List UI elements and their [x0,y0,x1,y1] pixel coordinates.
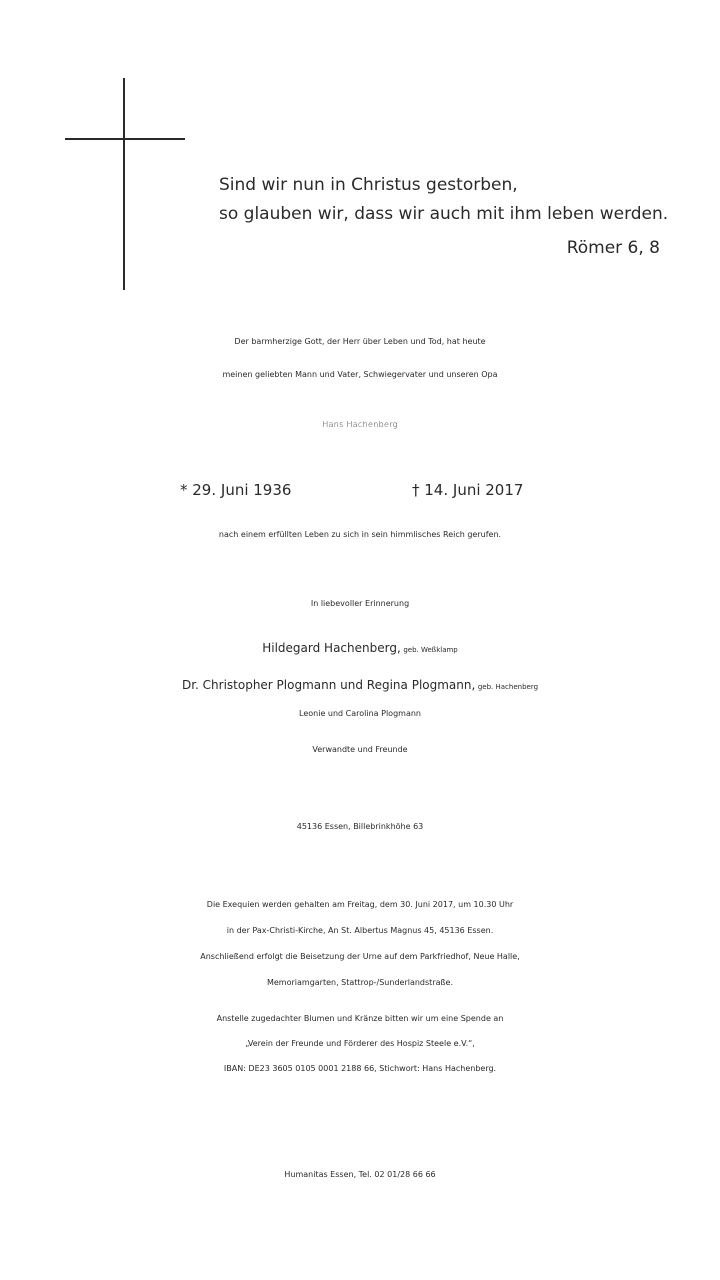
donation-line-2: „Verein der Freunde und Förderer des Hospiz Steele e.V.“, [245,1039,475,1048]
service-line-1: Die Exequien werden gehalten am Freitag, dem 30. Juni 2017, um 10.30 Uhr [206,900,514,909]
cross-icon-vertical [123,78,125,290]
closing-line: nach einem erfüllten Leben zu sich in sein himmlisches Reich gerufen. [218,530,502,539]
service-line-2: in der Pax-Christi-Kirche, An St. Albertus Magnus 45, 45136 Essen. [226,926,494,935]
mourner-line-3: Leonie und Carolina Plogmann [299,709,421,718]
quote-reference: Römer 6, 8 [566,238,660,258]
mourner-line-4: Verwandte und Freunde [312,745,408,754]
footer-contact: Humanitas Essen, Tel. 02 01/28 66 66 [284,1170,436,1179]
birth-date: * 29. Juni 1936 [180,481,292,499]
mourner-line-2 [0,678,720,692]
mourner-birthname-2: geb. Hachenberg [477,683,539,691]
death-date: † 14. Juni 2017 [412,481,524,499]
intro-line-1: Der barmherzige Gott, der Herr über Leben und Tod, hat heute [234,337,486,346]
quote-line-2: so glauben wir, dass wir auch mit ihm leben werden. [219,204,669,224]
quote-line-1: Sind wir nun in Christus gestorben, [219,175,518,195]
mourner-name-1: Hildegard Hachenberg, [262,641,401,655]
service-line-3: Anschließend erfolgt die Beisetzung der Urne auf dem Parkfriedhof, Neue Halle, [200,952,520,961]
intro-line-2: meinen geliebten Mann und Vater, Schwiegervater und unseren Opa [222,370,498,379]
donation-line-3: IBAN: DE23 3605 0105 0001 2188 66, Stichwort: Hans Hachenberg. [223,1064,497,1073]
address: 45136 Essen, Billebrinkhöhe 63 [296,822,424,831]
mourner-line-1 [0,641,720,655]
donation-line-1: Anstelle zugedachter Blumen und Kränze bitten wir um eine Spende an [216,1014,504,1023]
deceased-name: Hans Hachenberg [322,420,398,429]
mourner-name-2: Dr. Christopher Plogmann und Regina Plogmann, [181,678,476,692]
mourners-heading: In liebevoller Erinnerung [310,599,410,608]
service-line-4: Memoriamgarten, Stattrop-/Sunderlandstraße. [266,978,454,987]
cross-icon-horizontal [65,138,185,140]
mourner-birthname-1: geb. Weßklamp [403,646,458,654]
